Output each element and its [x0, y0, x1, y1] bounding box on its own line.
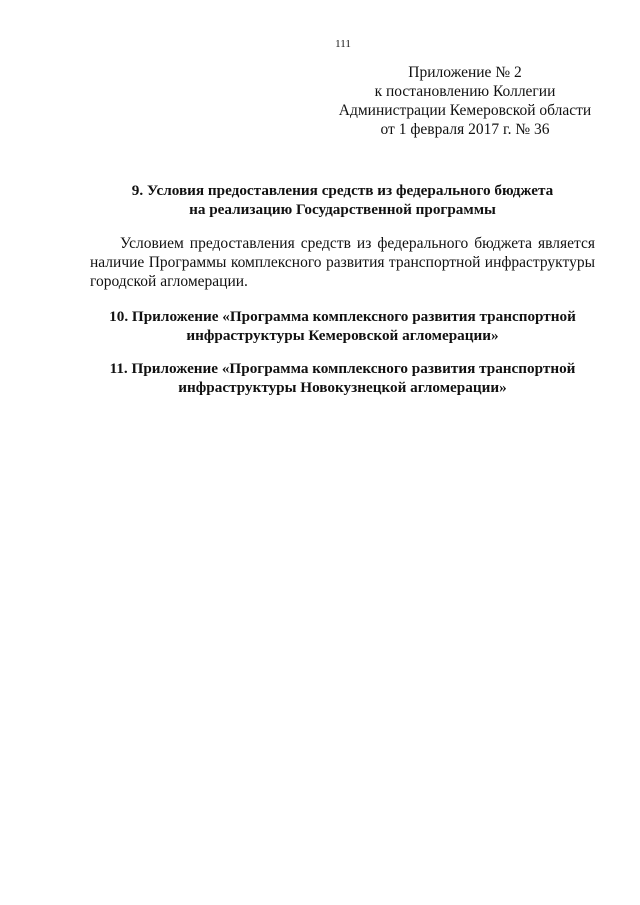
section-9-heading-line: на реализацию Государственной программы: [189, 201, 496, 218]
section-9-heading-line: 9. Условия предоставления средств из федерального бюджета: [131, 182, 554, 199]
section-10-heading: [90, 307, 595, 345]
appendix-note-line: от 1 февраля 2017 г. № 36: [380, 121, 550, 138]
paragraph-line: Условием предоставления средств из федерального бюджета является: [120, 235, 595, 252]
appendix-note: [300, 63, 630, 139]
paragraph-line: наличие Программы комплексного развития транспортной инфраструктуры: [90, 254, 595, 271]
section-9-heading: [90, 181, 595, 219]
section-11-heading: [90, 359, 595, 397]
paragraph-line: городской агломерации.: [90, 273, 248, 290]
section-9-paragraph: [90, 234, 595, 291]
section-10-heading-line: 10. Приложение «Программа комплексного развития транспортной: [109, 308, 576, 325]
appendix-note-line: Приложение № 2: [408, 64, 522, 81]
appendix-note-line: Администрации Кемеровской области: [338, 102, 592, 119]
appendix-note-line: к постановлению Коллегии: [374, 83, 556, 100]
section-10-heading-line: инфраструктуры Кемеровской агломерации»: [186, 327, 499, 344]
page-number: 111: [335, 38, 351, 50]
section-11-heading-line: 11. Приложение «Программа комплексного развития транспортной: [109, 360, 576, 377]
section-11-heading-line: инфраструктуры Новокузнецкой агломерации»: [178, 379, 507, 396]
